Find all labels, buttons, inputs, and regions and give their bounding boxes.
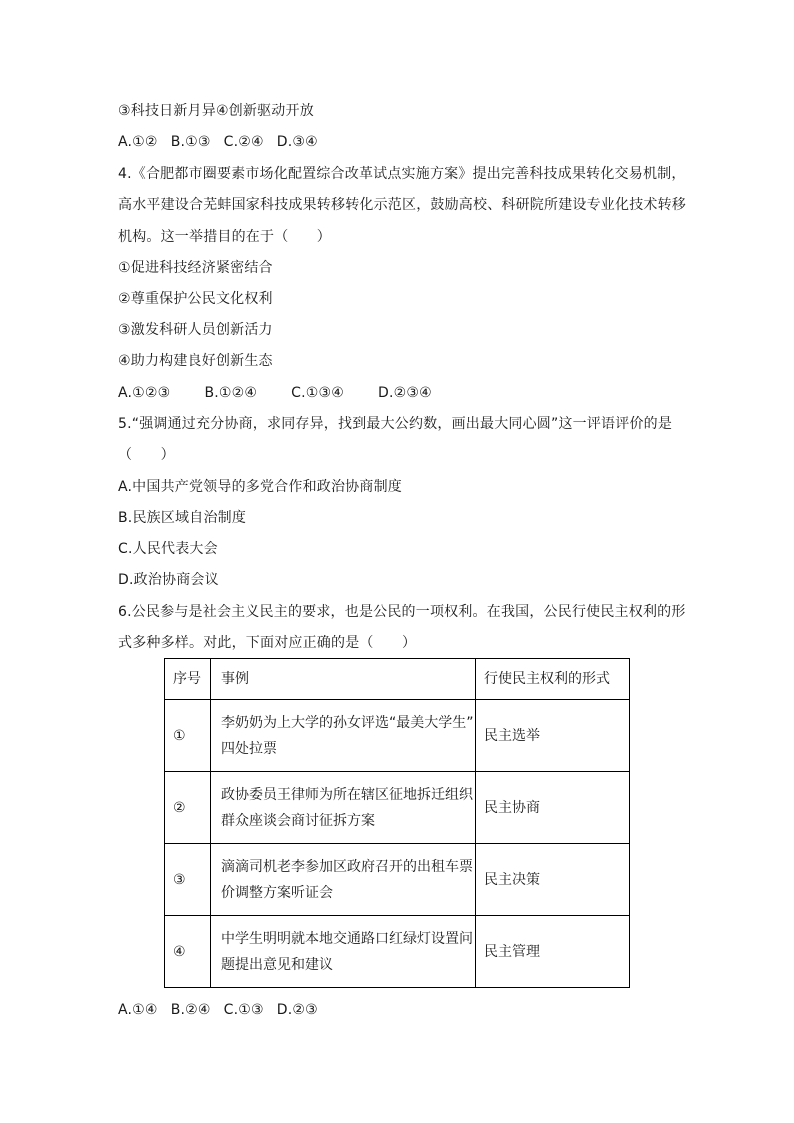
q6-stem-line-1: 6.公民参与是社会主义民主的要求，也是公民的一项权利。在我国，公民行使民主权利的形 — [118, 604, 686, 620]
table-header-number: 序号 — [165, 659, 211, 700]
row-example-line-2: 四处拉票 — [221, 740, 277, 757]
q4-statement-2: ②尊重保护公民文化权利 — [118, 291, 273, 307]
row-example-line-2: 群众座谈会商讨征拆方案 — [221, 812, 375, 829]
table-header-example: 事例 — [211, 659, 476, 700]
q4-statement-4: ④助力构建良好创新生态 — [118, 353, 273, 369]
table-row — [165, 844, 630, 916]
q6-stem-line-2: 式多种多样。对此，下面对应正确的是（ ） — [118, 635, 417, 651]
row-example-line-1: 滴滴司机老李参加区政府召开的出租车票 — [221, 858, 473, 875]
q4-option-d[interactable]: D.②③④ — [378, 385, 432, 401]
q3-statement-line: ③科技日新月异④创新驱动开放 — [118, 103, 314, 119]
q6-option-d[interactable]: D.②③ — [276, 1002, 318, 1018]
q6-option-c[interactable]: C.①③ — [223, 1002, 264, 1018]
q6-option-a[interactable]: A.①④ — [118, 1002, 158, 1018]
table-row — [165, 700, 630, 772]
q4-stem-line-1: 4.《合肥都市圈要素市场化配置综合改革试点实施方案》提出完善科技成果转化交易机制， — [118, 166, 686, 182]
q6-table — [164, 658, 630, 988]
q3-options — [118, 132, 318, 152]
table-row — [165, 916, 630, 988]
row-example — [211, 916, 476, 988]
q4-option-b[interactable]: B.①②④ — [204, 385, 258, 401]
q4-stem-line-3: 机构。这一举措目的在于（ ） — [118, 229, 331, 245]
row-example-line-1: 李奶奶为上大学的孙女评选“最美大学生” — [221, 714, 474, 731]
row-example-line-1: 中学生明明就本地交通路口红绿灯设置问 — [221, 930, 473, 947]
q5-stem-line-1: 5.“强调通过充分协商，求同存异，找到最大公约数，画出最大同心圆”这一评语评价的是 — [118, 416, 673, 432]
row-number: ① — [165, 700, 211, 772]
row-form: 民主协商 — [476, 772, 630, 844]
row-example-line-1: 政协委员王律师为所在辖区征地拆迁组织 — [221, 786, 473, 803]
q3-option-d[interactable]: D.③④ — [276, 134, 318, 150]
q3-option-b[interactable]: B.①③ — [170, 134, 211, 150]
row-form: 民主管理 — [476, 916, 630, 988]
row-example — [211, 844, 476, 916]
q4-option-a[interactable]: A.①②③ — [118, 385, 171, 401]
q5-option-d[interactable]: D.政治协商会议 — [118, 572, 219, 588]
q6-options — [118, 1000, 318, 1020]
row-number: ④ — [165, 916, 211, 988]
q5-option-b[interactable]: B.民族区域自治制度 — [118, 510, 247, 526]
table-row — [165, 772, 630, 844]
row-number: ② — [165, 772, 211, 844]
row-number: ③ — [165, 844, 211, 916]
q3-option-c[interactable]: C.②④ — [223, 134, 264, 150]
row-form: 民主决策 — [476, 844, 630, 916]
q4-options — [118, 383, 432, 403]
table-header-row — [165, 659, 630, 700]
q4-statement-3: ③激发科研人员创新活力 — [118, 322, 273, 338]
row-example-line-2: 价调整方案听证会 — [221, 884, 333, 901]
q4-stem-line-2: 高水平建设合芜蚌国家科技成果转移转化示范区，鼓励高校、科研院所建设专业化技术转移 — [118, 197, 686, 213]
q4-option-c[interactable]: C.①③④ — [291, 385, 345, 401]
q5-option-c[interactable]: C.人民代表大会 — [118, 541, 218, 557]
row-example — [211, 772, 476, 844]
row-example-line-2: 题提出意见和建议 — [221, 956, 333, 973]
q4-statement-1: ①促进科技经济紧密结合 — [118, 260, 273, 276]
q3-option-a[interactable]: A.①② — [118, 134, 158, 150]
row-example — [211, 700, 476, 772]
table-header-form: 行使民主权利的形式 — [476, 659, 630, 700]
q6-option-b[interactable]: B.②④ — [170, 1002, 211, 1018]
q5-stem-line-2: （ ） — [118, 447, 175, 463]
row-form: 民主选举 — [476, 700, 630, 772]
q5-option-a[interactable]: A.中国共产党领导的多党合作和政治协商制度 — [118, 479, 402, 495]
